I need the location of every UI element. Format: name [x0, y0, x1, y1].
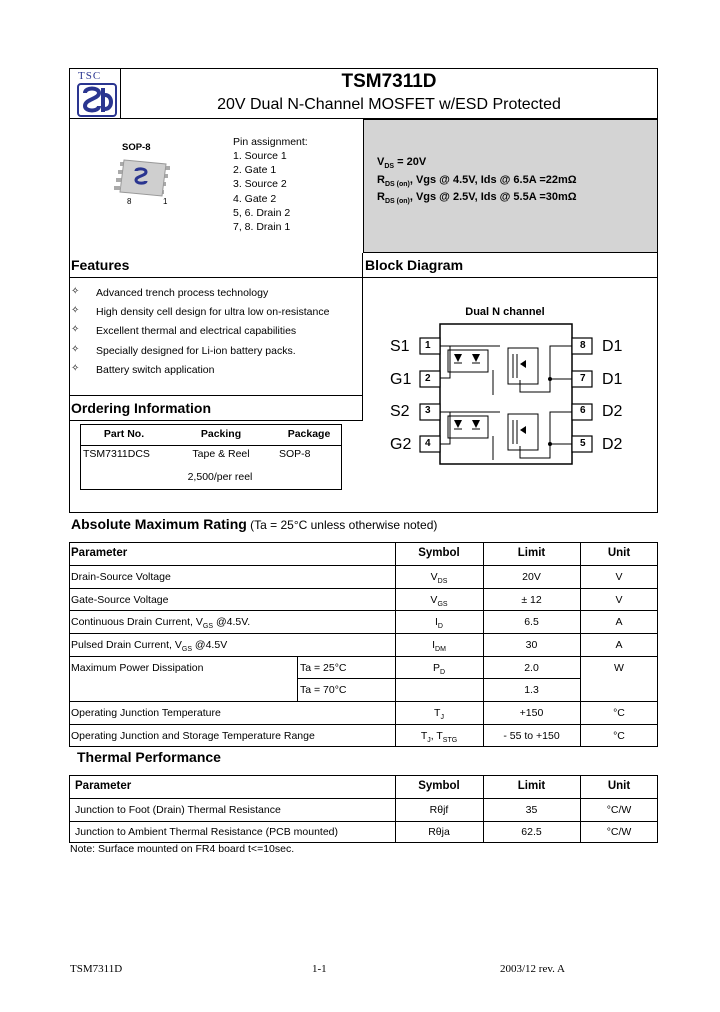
- thermal-header: Unit: [607, 780, 631, 792]
- thermal-header: Symbol: [418, 780, 460, 792]
- thermal-header: Limit: [517, 780, 546, 792]
- symbol-cell: Rθja: [428, 826, 450, 838]
- pin-name-d2: D2: [602, 436, 623, 453]
- feature-item: Advanced trench process technology: [96, 287, 269, 299]
- unit-cell: A: [615, 639, 623, 651]
- features-underline: [69, 277, 363, 278]
- param-cell: Continuous Drain Current, $V_{GS}$ @4.5V.: [71, 616, 251, 631]
- pin-num: 7: [580, 373, 586, 384]
- limit-cell: 35: [525, 804, 538, 816]
- block-diagram-svg: [380, 320, 640, 470]
- absmax-header: Unit: [607, 547, 631, 559]
- unit-cell: A: [615, 616, 623, 628]
- pin1-label: 1: [163, 197, 168, 206]
- package-label: SOP-8: [122, 142, 151, 153]
- ordering-cell: SOP-8: [279, 448, 311, 460]
- page-subtitle: 20V Dual N-Channel MOSFET w/ESD Protected: [217, 96, 561, 113]
- row-line: [69, 701, 658, 702]
- bullet-icon: ✧: [71, 324, 80, 335]
- row-line: [69, 565, 658, 566]
- bullet-icon: ✧: [71, 344, 80, 355]
- spec-rds-1: $R_{DS (on)}$, Vgs @ 4.5V, Ids @ 6.5A =22mΩ: [377, 174, 577, 189]
- bullet-icon: ✧: [71, 286, 80, 297]
- param-cell: Operating Junction and Storage Temperature Range: [71, 730, 315, 742]
- pin8-label: 8: [127, 197, 132, 206]
- block-diagram-caption: Dual N channel: [465, 306, 545, 318]
- pin-item: 3. Source 2: [233, 178, 287, 190]
- pin-item: 2. Gate 1: [233, 164, 277, 176]
- footer-rev: 2003/12 rev. A: [500, 963, 565, 975]
- absmax-title: Absolute Maximum Rating (Ta = 25°C unless otherwise noted): [71, 516, 438, 532]
- spec-rds-2: $R_{DS (on)}$, Vgs @ 2.5V, Ids @ 5.5A =30mΩ: [377, 191, 577, 206]
- param-cell: Gate-Source Voltage: [71, 594, 169, 606]
- feature-item: Excellent thermal and electrical capabilities: [96, 325, 297, 337]
- sop8-chip-icon: [114, 158, 174, 202]
- ordering-cell: TSM7311DCS: [83, 448, 150, 460]
- ordering-header: Part No.: [103, 428, 145, 440]
- row-line: [69, 588, 658, 589]
- ordering-header: Package: [287, 428, 331, 440]
- limit-cell: 1.3: [524, 684, 539, 696]
- ordering-top-line: [69, 395, 363, 396]
- tsc-logo-icon: [77, 83, 117, 117]
- unit-cell: °C: [613, 730, 625, 742]
- limit-cell: 6.5: [524, 616, 539, 628]
- ordering-cell: Tape & Reel: [192, 448, 250, 460]
- pin-num: 3: [425, 405, 431, 416]
- param-cell: Pulsed Drain Current, $V_{GS}$ @4.5V: [71, 639, 228, 654]
- ordering-header-line: [80, 445, 342, 446]
- unit-cell: W: [614, 662, 624, 674]
- row-line: [69, 821, 658, 822]
- row-line: [69, 798, 658, 799]
- ordering-right-line: [362, 253, 363, 420]
- unit-cell: °C/W: [606, 804, 632, 816]
- pin-name-s1: S1: [390, 338, 410, 355]
- symbol-cell: Rθjf: [429, 804, 449, 816]
- row-line: [69, 656, 658, 657]
- limit-cell: 20V: [522, 571, 541, 583]
- pin-name-g2: G2: [390, 436, 412, 453]
- block-diagram-underline: [363, 277, 657, 278]
- frame-left: [69, 119, 70, 512]
- bullet-icon: ✧: [71, 363, 80, 374]
- limit-cell: 2.0: [524, 662, 539, 674]
- spec-vds: $V_{DS} = 20V$: [377, 156, 427, 171]
- limit-cell: 62.5: [521, 826, 542, 838]
- feature-item: High density cell design for ultra low on-resistance: [96, 306, 330, 318]
- limit-cell: - 55 to +150: [503, 730, 560, 742]
- unit-cell: V: [615, 594, 623, 606]
- pin-num: 5: [580, 438, 586, 449]
- param-cell: Drain-Source Voltage: [71, 571, 171, 583]
- absmax-header: Parameter: [71, 547, 128, 559]
- pin-name-d1: D1: [602, 338, 623, 355]
- absmax-header: Symbol: [418, 547, 460, 559]
- page-title: TSM7311D: [341, 71, 437, 92]
- pin-num: 1: [425, 340, 431, 351]
- footer-page: 1-1: [312, 963, 327, 975]
- pin-name-s2: S2: [390, 403, 410, 420]
- row-line: [69, 610, 658, 611]
- cond-cell: Ta = 25°C: [300, 662, 347, 674]
- logo-text: TSC: [78, 70, 102, 82]
- pin-num: 2: [425, 373, 431, 384]
- ordering-title: Ordering Information: [71, 400, 211, 416]
- symbol-cell: $P_D$: [432, 662, 446, 677]
- absmax-top-line: [69, 512, 658, 513]
- absmax-header: Limit: [517, 547, 546, 559]
- unit-cell: °C: [613, 707, 625, 719]
- frame-right: [657, 253, 658, 512]
- symbol-cell: $V_{GS}$: [430, 594, 448, 609]
- feature-item: Specially designed for Li-ion battery packs.: [96, 345, 296, 357]
- param-cell: Maximum Power Dissipation: [71, 662, 204, 674]
- feature-item: Battery switch application: [96, 364, 215, 376]
- symbol-cell: $I_D$: [435, 616, 443, 631]
- pin-name-g1: G1: [390, 371, 412, 388]
- limit-cell: 30: [525, 639, 538, 651]
- thermal-header: Parameter: [75, 780, 132, 792]
- symbol-cell: $I_{DM}$: [432, 639, 446, 654]
- ordering-header: Packing: [200, 428, 242, 440]
- pin-name-d2: D2: [602, 403, 623, 420]
- block-diagram-title: Block Diagram: [365, 257, 464, 273]
- row-line: [297, 678, 580, 679]
- pin-num: 4: [425, 438, 431, 449]
- row-line: [69, 724, 658, 725]
- pin-num: 6: [580, 405, 586, 416]
- pin-title: Pin assignment:: [233, 136, 308, 148]
- symbol-cell: $V_{DS}$: [430, 571, 448, 586]
- thermal-title: Thermal Performance: [77, 749, 221, 765]
- pin-item: 4. Gate 2: [233, 193, 277, 205]
- limit-cell: ± 12: [521, 594, 542, 606]
- param-cell: Junction to Foot (Drain) Thermal Resistance: [75, 804, 281, 816]
- pin-num: 8: [580, 340, 586, 351]
- pin-item: 5, 6. Drain 2: [233, 207, 291, 219]
- thermal-note: Note: Surface mounted on FR4 board t<=10sec.: [70, 843, 295, 855]
- pin-item: 7, 8. Drain 1: [233, 221, 291, 233]
- cond-cell: Ta = 70°C: [300, 684, 347, 696]
- ordering-underline: [69, 420, 363, 421]
- unit-cell: V: [615, 571, 623, 583]
- pin-name-d1: D1: [602, 371, 623, 388]
- features-title: Features: [71, 257, 130, 273]
- symbol-cell: $T_J$: [434, 707, 444, 722]
- limit-cell: +150: [519, 707, 544, 719]
- param-cell: Junction to Ambient Thermal Resistance (PCB mounted): [75, 826, 339, 838]
- row-line: [69, 633, 658, 634]
- bullet-icon: ✧: [71, 305, 80, 316]
- pin-item: 1. Source 1: [233, 150, 287, 162]
- footer-part: TSM7311D: [70, 963, 123, 975]
- symbol-cell: $T_J$, $T_{STG}$: [420, 730, 458, 745]
- ordering-note: 2,500/per reel: [187, 471, 253, 483]
- param-cell: Operating Junction Temperature: [71, 707, 221, 719]
- unit-cell: °C/W: [606, 826, 632, 838]
